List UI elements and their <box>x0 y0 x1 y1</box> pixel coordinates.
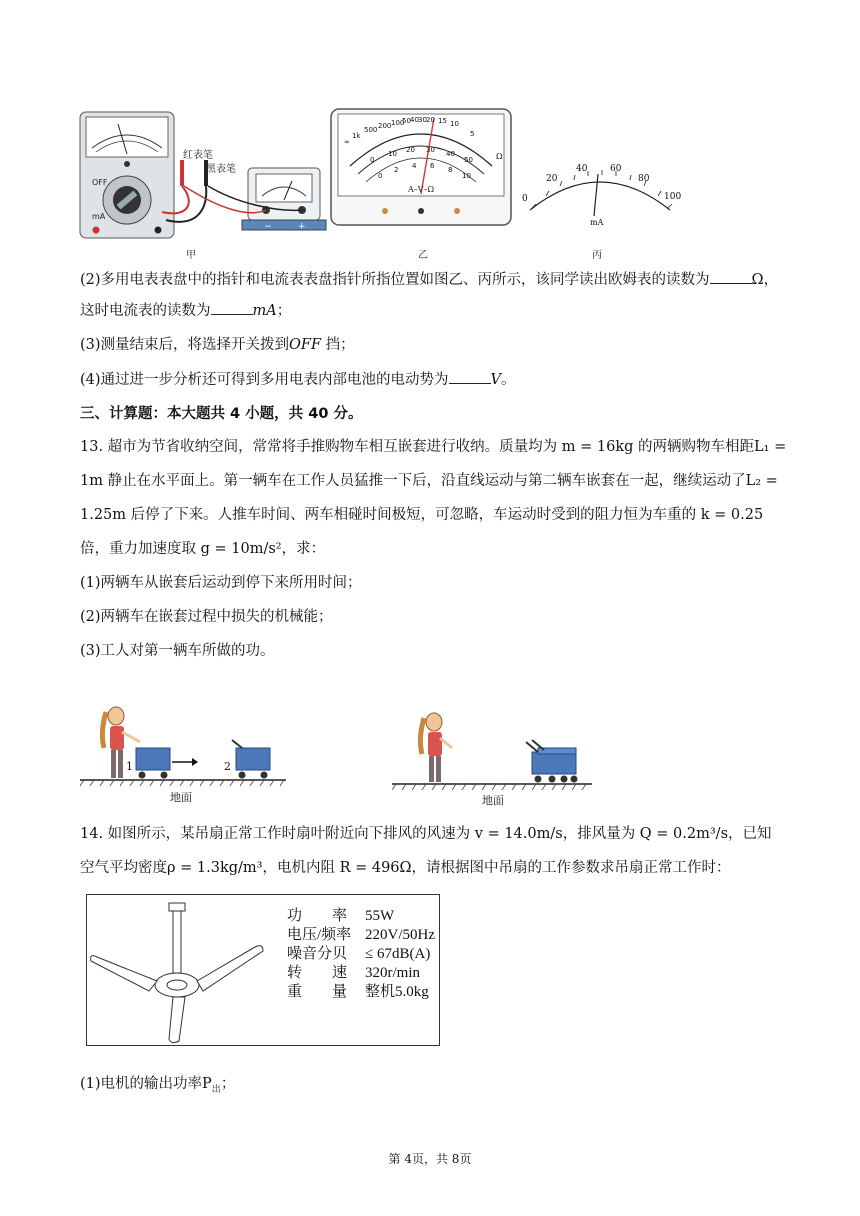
caption-jia: 甲 <box>186 250 196 261</box>
ohm-low-scale: 0 2 4 6 8 10 <box>378 162 471 180</box>
off-label: OFF <box>92 178 108 187</box>
cart-1-label: 1 <box>126 760 133 773</box>
ceiling-fan-illustration <box>87 895 277 1045</box>
ma-tick-60: 60 <box>610 164 622 174</box>
q12-part4: (4)通过进一步分析还可得到多用电表内部电池的电动势为 V。 <box>80 372 516 388</box>
answer-blank-ohm[interactable] <box>710 270 752 284</box>
ma-tick-20: 20 <box>546 174 558 184</box>
q13-line3: 1.25m 后停了下来。人推车时间、两车相碰时间极短，可忽略，车运动时受到的阻力恒为车重的 k = 0.25 <box>80 507 764 523</box>
svg-text:+: + <box>298 222 306 232</box>
q12-part3: (3)测量结束后，将选择开关拨到OFF 挡； <box>80 337 355 353</box>
q13-sub1: (1)两辆车从嵌套后运动到停下来所用时间； <box>80 575 362 591</box>
answer-blank-ma[interactable] <box>211 301 253 315</box>
q13-sub2: (2)两辆车在嵌套过程中损失的机械能； <box>80 609 333 625</box>
figure-milliammeter <box>522 160 682 230</box>
red-probe-label: 红表笔 <box>183 150 213 161</box>
ohm-top-scale: ∞ 1k 500 200 100 50 40 30 20 15 10 5 <box>344 116 475 146</box>
ma-tick-40: 40 <box>576 164 588 174</box>
ground-label-right: 地面 <box>482 794 504 807</box>
ma-tick-100: 100 <box>664 192 682 202</box>
page-footer: 第 4页，共 8页 <box>388 1152 472 1166</box>
figure-carts-after <box>392 708 622 812</box>
spec-row-power: 功 率 55W <box>287 908 395 924</box>
q14-line1: 14. 如图所示，某吊扇正常工作时扇叶附近向下排风的风速为 v = 14.0m/s，排风量为 Q = 0.2m³/s，已知 <box>80 826 772 842</box>
ground-label-left: 地面 <box>170 791 192 804</box>
figure-carts-before <box>80 702 370 806</box>
spec-row-speed: 转 速 320r/min <box>287 965 420 981</box>
fan-spec-figure <box>86 894 440 1046</box>
spec-row-voltage: 电压/频率 220V/50Hz <box>287 927 435 943</box>
black-probe-label: 黑表笔 <box>206 164 236 175</box>
q13-line2: 1m 静止在水平面上。第一辆车在工作人员猛推一下后，沿直线运动与第二辆车嵌套在一起，继续运动了L₂ = <box>80 473 778 489</box>
q12-part2-line1: (2)多用电表表盘中的指针和电流表表盘指针所指位置如图乙、丙所示，该同学读出欧姆表的读数为 Ω， <box>80 272 779 288</box>
q13-line1: 13. 超市为节省收纳空间，常常将手推购物车相互嵌套进行收纳。质量均为 m = 16kg 的两辆购物车相距L₁ = <box>80 439 787 455</box>
ma-tick-0: 0 <box>522 194 528 204</box>
spec-row-noise: 噪音分贝 ≤ 67dB(A) <box>287 946 431 962</box>
ohm-model-label: A–V–Ω <box>408 185 435 194</box>
ohm-mid-scale: 0 10 20 30 40 50 <box>370 146 473 164</box>
svg-text:−: − <box>264 222 272 232</box>
caption-yi: 乙 <box>418 250 428 261</box>
q14-line2: 空气平均密度ρ = 1.3kg/m³，电机内阻 R = 496Ω，请根据图中吊扇的工作参数求吊扇正常工作时： <box>80 860 731 876</box>
figure-ohmmeter <box>330 108 512 236</box>
figure-multimeter <box>78 108 333 258</box>
ma-tick-80: 80 <box>638 174 650 184</box>
carts-before-illustration <box>80 702 370 792</box>
q14-sub1: (1)电机的输出功率$P_出$； <box>80 1076 236 1095</box>
ma-label: mA <box>92 212 106 221</box>
answer-blank-emf[interactable] <box>449 370 491 384</box>
fan-spec-table <box>287 907 435 1002</box>
caption-bing: 丙 <box>592 250 602 261</box>
carts-after-illustration <box>392 708 622 794</box>
cart-2-label: 2 <box>224 760 231 773</box>
spec-row-weight: 重 量 整机5.0kg <box>287 984 429 1000</box>
q13-sub3: (3)工人对第一辆车所做的功。 <box>80 643 275 659</box>
ohm-unit-label: Ω <box>496 152 503 161</box>
q12-part2-line2: 这时电流表的读数为 mA； <box>80 303 292 319</box>
ma-unit-label: mA <box>590 218 604 227</box>
q13-line4: 倍，重力加速度取 g = 10m/s²，求： <box>80 541 326 557</box>
section-3-heading: 三、计算题：本大题共 4 小题，共 40 分。 <box>80 406 363 422</box>
multimeter-illustration <box>78 108 333 258</box>
